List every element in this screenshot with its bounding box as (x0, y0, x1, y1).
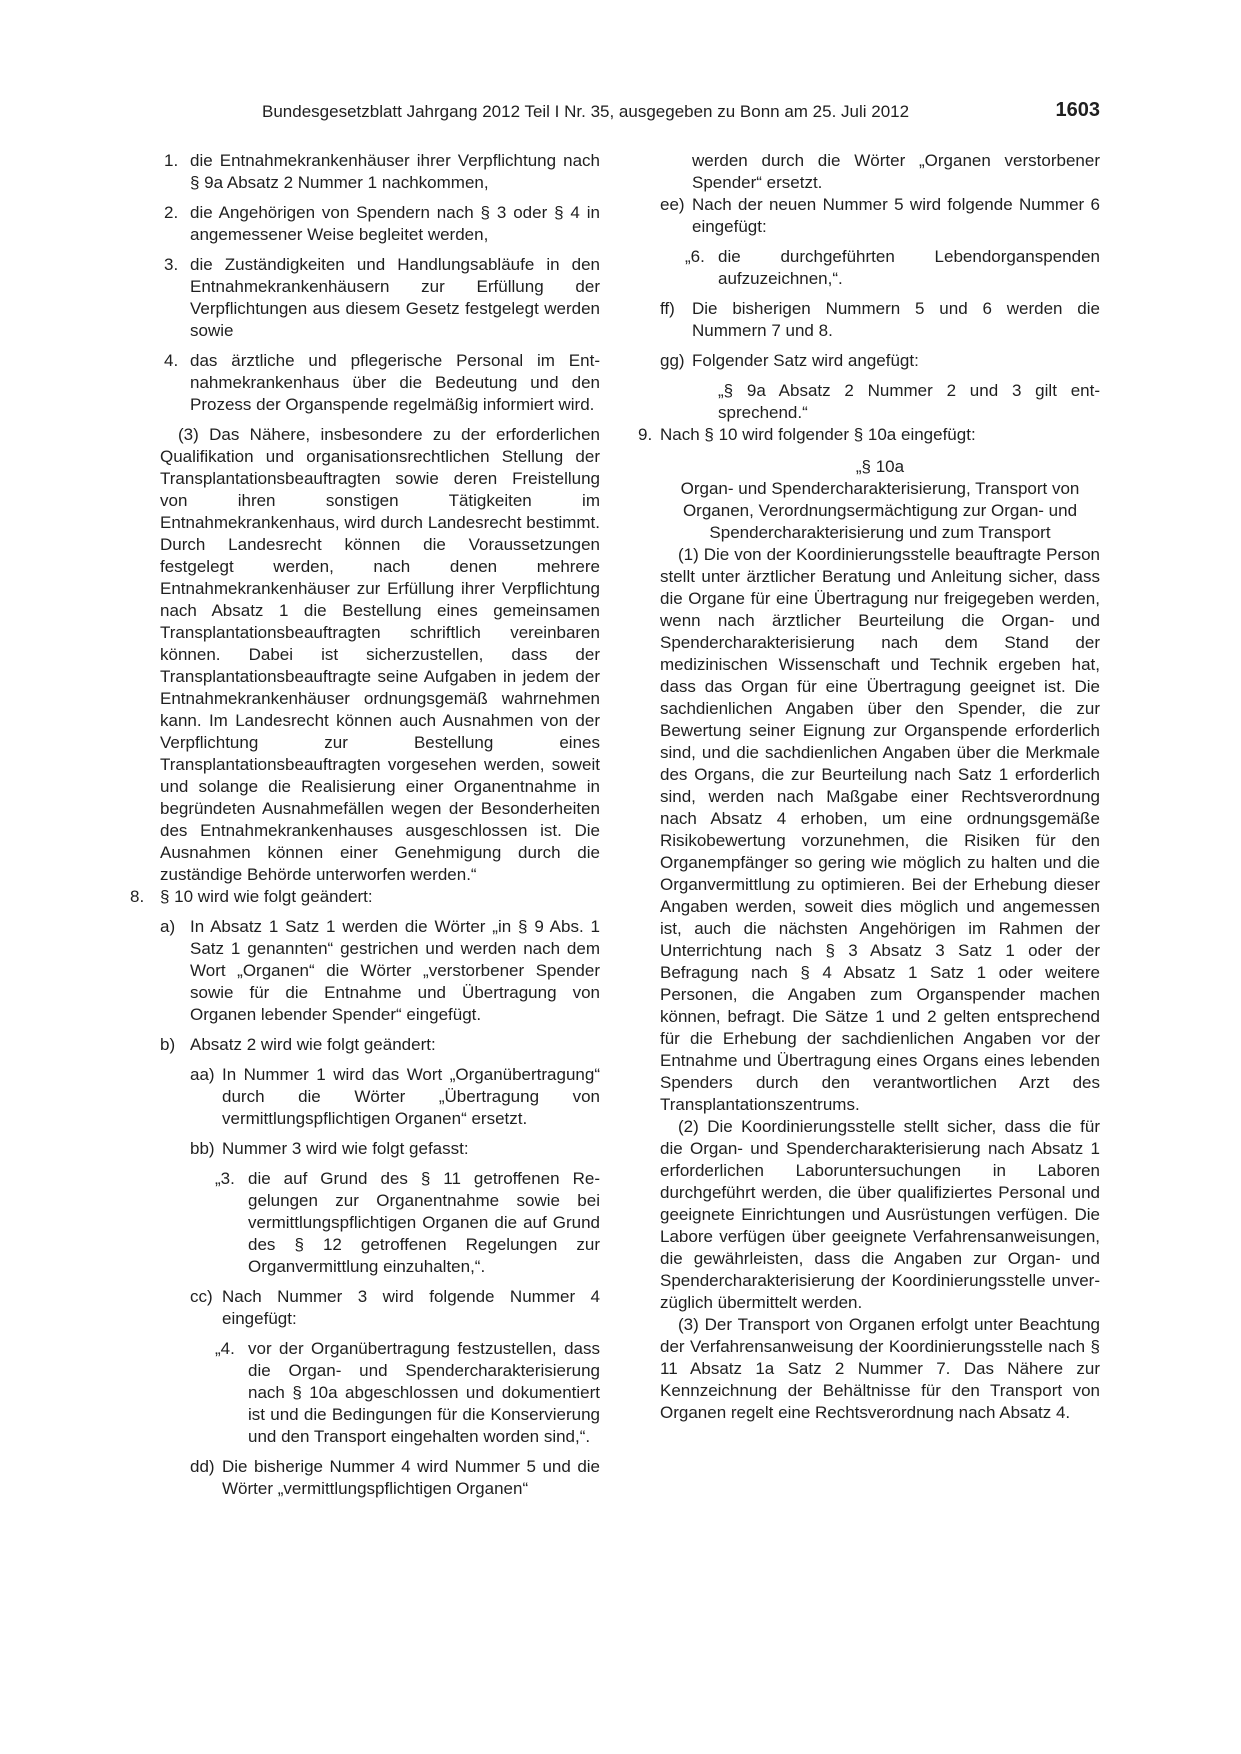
right-column (638, 150, 1100, 1424)
running-head: Bundesgesetzblatt Jahrgang 2012 Teil I Nr. 35, ausgegeben zu Bonn am 25. Juli 2012 (262, 102, 910, 121)
item-text: § 10 wird wie folgt geändert: (160, 887, 373, 906)
item-text: die Zuständigkeiten und Handlungsabläufe in den Entnahmekrankenhäusern zur Erfüllung der Verpflichtungen aus diesem Gesetz festgelegt werden sowie (190, 255, 600, 340)
item-text: Nach § 10 wird folgender § 10a eingefügt: (660, 425, 976, 444)
item-label: ff) (660, 299, 675, 318)
item-text: Nach Nummer 3 wird folgende Nummer 4 eingefügt: (222, 1287, 600, 1328)
quote-text: die auf Grund des § 11 getroffenen Regelungen zur Organentnahme sowie bei vermittlungspflichtigen Organen die auf Grund des § 12 getroffenen Regelungen zur Organvermittlung einzuhalten,“. (248, 1169, 600, 1276)
quoted-number-6 (630, 246, 1100, 290)
quote-text: die durchgeführten Lebendorganspenden aufzuzeichnen,“. (718, 247, 1100, 288)
sub-item-ee (630, 194, 1100, 238)
item-label: aa) (190, 1065, 215, 1084)
sub-item-dd (160, 1456, 600, 1500)
quote-label: „4. (215, 1339, 235, 1358)
quoted-number-3 (160, 1168, 600, 1278)
section-paragraph-1: (1) Die von der Koordinierungsstelle beauftragte Person stellt unter ärztlicher Beratung und Anleitung sicher, dass die Organe für eine Übertragung nur freigegeben werden, wenn nach ärztlicher Beurteilung die Organ- und Spendercharakterisierung nach dem Stand der medizinischen Wissenschaft und Technik ergeben hat, dass das Organ für eine Übertragung geeignet ist. Die sachdienlichen Angaben über den Spender, die zur Bewertung seiner Eignung zur Organspende erforderlich sind, und die sachdienlichen Angaben über die Merkmale des Organs, die zur Beurteilung nach Satz 1 erforderlich sind, werden nach Maßgabe einer Rechtsverordnung nach Absatz 4 erhoben, um eine ordnungsgemäße Risikobewertung vorzunehmen, die Risiken für den Organempfänger so gering wie möglich zu halten und die Organvermittlung zu optimieren. Bei der Erhebung dieser Angaben werden, soweit dies möglich und angemessen ist, auch die nächsten Angehörigen im Rahmen der Unterrichtung nach § 3 Absatz 3 Satz 1 oder der Befragung nach § 4 Absatz 1 Satz 1 oder weitere Personen, die Angaben zum Organspender machen können, befragt. Die Sätze 1 und 2 gelten entsprechend für die Erhebung der sachdienlichen Angaben vor der Entnahme und Übertragung eines Organs eines lebenden Spenders durch den verantwortlichen Arzt des Transplantationszentrums. (660, 545, 1100, 1114)
item-text: Die bisherige Nummer 4 wird Nummer 5 und die Wörter „vermittlungspflichtigen Organen“ (222, 1457, 600, 1498)
list-item (160, 254, 600, 342)
item-label: 8. (130, 887, 145, 906)
sub-item-aa (160, 1064, 600, 1130)
list-item-8 (130, 886, 600, 908)
section-paragraph-3: (3) Der Transport von Organen erfolgt unter Beachtung der Verfahrensanweisung der Koordinierungsstelle nach § 11 Absatz 1a Satz 2 Nummer 7. Das Nähere zur Kennzeichnung der Behältnisse für den Transport von Organen regelt eine Rechtsverordnung nach Absatz 4. (660, 1315, 1100, 1422)
paragraph-3: (3) Das Nähere, insbesondere zu der erforderlichen Qualifikation und organisationsrechtlichen Stellung der Transplantationsbeauftragten sowie deren Freistellung von ihren sonstigen Tätigkeiten im Entnahmekrankenhaus, wird durch Landesrecht bestimmt. Durch Landesrecht können die Voraussetzungen festgelegt werden, nach denen mehrere Entnahmekrankenhäuser zur Erfüllung ihrer Verpflichtung nach Absatz 1 die Bestellung eines gemeinsamen Transplantationsbeauftragten schriftlich vereinbaren können. Dabei ist sicherzustellen, dass der Transplantationsbeauftragte seine Aufgaben in jedem der Entnahmekrankenhäuser ordnungsgemäß wahrnehmen kann. Im Landesrecht können auch Ausnahmen von der Verpflichtung zur Bestellung eines Transplantationsbeauftragten vorgesehen werden, soweit und solange die Realisierung einer Organentnahme in begründeten Ausnahmefällen wegen der Besonderheiten des Entnahmekrankenhauses ausgeschlossen ist. Die Ausnahmen können einer Genehmigung durch die zuständige Behörde unterworfen werden.“ (160, 425, 600, 884)
item-label: gg) (660, 351, 685, 370)
item-label: 3. (164, 255, 179, 274)
section-number: „§ 10a (855, 457, 905, 476)
list-item-9 (638, 424, 1100, 446)
sub-item-ff (630, 298, 1100, 342)
item-text: Die bisherigen Nummern 5 und 6 werden die Nummern 7 und 8. (692, 299, 1100, 340)
quoted-sentence: „§ 9a Absatz 2 Nummer 2 und 3 gilt entsprechend.“ (718, 381, 1100, 422)
sub-item-cc (160, 1286, 600, 1330)
section-title: Organ- und Spendercharakterisierung, Transport von Organen, Verordnungsermächtigung zur Organ- und Spendercharakterisierung und zum Transport (680, 479, 1080, 542)
quote-label: „6. (685, 247, 705, 266)
item-text: Nummer 3 wird wie folgt gefasst: (222, 1139, 469, 1158)
item-label: b) (160, 1035, 176, 1054)
page-number: 1603 (1055, 99, 1100, 121)
list-item (160, 202, 600, 246)
item-label: 9. (638, 425, 653, 444)
item-label: ee) (660, 195, 685, 214)
quote-label: „3. (215, 1169, 235, 1188)
list-item (160, 350, 600, 416)
item-label: 1. (164, 151, 179, 170)
section-paragraph-2: (2) Die Koordinierungsstelle stellt sicher, dass die für die Organ- und Spendercharakterisierung nach Absatz 1 erforderlichen Laboruntersuchungen in Laboren durchgeführt werden, die über qualifiziertes Personal und geeignete Einrichtungen und Ausrüstungen verfügen. Die Labore verfügen über geeignete Verfahrensanweisungen, die gewährleisten, dass die Angaben zur Organ- und Spendercharakterisierung der Koordinierungsstelle unverzüglich übermittelt werden. (660, 1117, 1100, 1312)
item-text: In Absatz 1 Satz 1 werden die Wörter „in § 9 Abs. 1 Satz 1 genannten“ gestrichen und werden nach dem Wort „Organen“ die Wörter „verstorbener Spender sowie für die Entnahme und Übertragung von Organen lebender Spender“ eingefügt. (190, 917, 600, 1024)
item-label: 2. (164, 203, 179, 222)
item-text: die Entnahmekrankenhäuser ihrer Verpflichtung nach § 9a Absatz 2 Nummer 1 nachkommen, (190, 151, 600, 192)
quote-text: vor der Organübertragung festzustellen, dass die Organ- und Spendercharakterisierung nach § 10a abgeschlossen und dokumentiert ist und die Bedingungen für die Konservierung und den Transport eingehalten worden sind,“. (248, 1339, 600, 1446)
sub-item-b (160, 1034, 600, 1056)
item-text: das ärztliche und pflegerische Personal im Entnahmekrankenhaus über die Bedeutung und den Prozess der Organspende regelmäßig informiert wird. (190, 351, 600, 414)
item-text: Nach der neuen Nummer 5 wird folgende Nummer 6 eingefügt: (692, 195, 1100, 236)
sub-item-a (160, 916, 600, 1026)
left-column (130, 150, 600, 1508)
sub-item-dd-continued: werden durch die Wörter „Organen verstorbener Spender“ ersetzt. (692, 151, 1100, 192)
item-label: a) (160, 917, 176, 936)
item-text: die Angehörigen von Spendern nach § 3 oder § 4 in angemessener Weise begleitet werden, (190, 203, 600, 244)
item-label: dd) (190, 1457, 215, 1476)
list-item (160, 150, 600, 194)
item-label: 4. (164, 351, 179, 370)
item-text: Folgender Satz wird angefügt: (692, 351, 919, 370)
item-text: In Nummer 1 wird das Wort „Organübertragung“ durch die Wörter „Übertragung von vermittlungspflichtigen Organen“ ersetzt. (222, 1065, 600, 1128)
sub-item-gg (630, 350, 1100, 372)
item-text: Absatz 2 wird wie folgt geändert: (190, 1035, 436, 1054)
item-label: cc) (190, 1287, 213, 1306)
item-label: bb) (190, 1139, 215, 1158)
quoted-number-4 (160, 1338, 600, 1448)
sub-item-bb (160, 1138, 600, 1160)
